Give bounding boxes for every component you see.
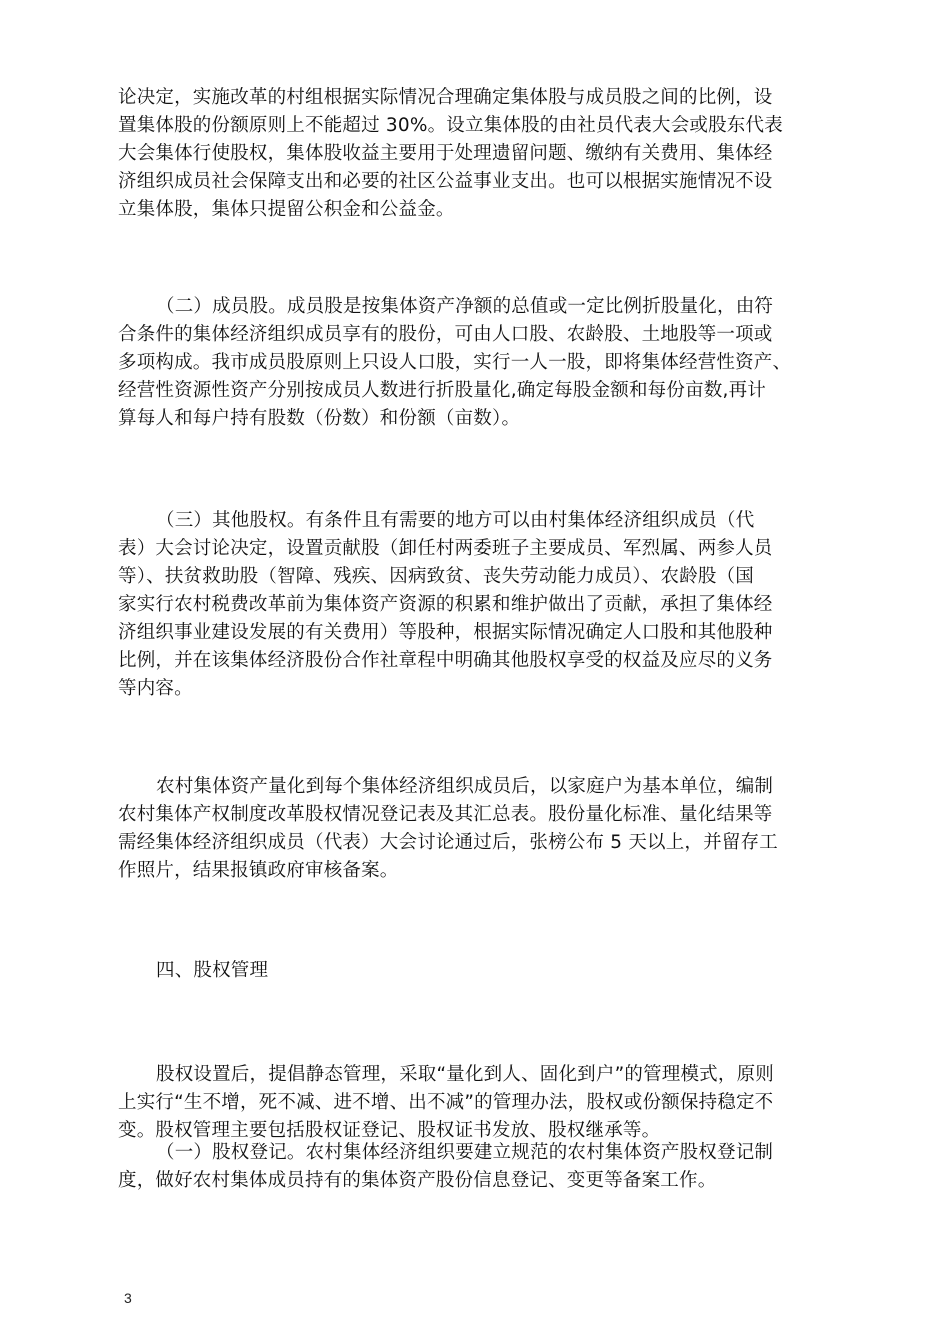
text-line: 大会集体行使股权，集体股收益主要用于处理遗留问题、缴纳有关费用、集体经: [118, 143, 773, 164]
text-line: 论决定，实施改革的村组根据实际情况合理确定集体股与成员股之间的比例，设: [118, 87, 773, 108]
paragraph-other-equity: [118, 507, 840, 703]
text-line: 家实行农村税费改革前为集体资产资源的积累和维护做出了贡献，承担了集体经: [118, 594, 773, 615]
text-line: 算每人和每户持有股数（份数）和份额（亩数）。: [118, 408, 521, 429]
heading-text: 四、股权管理: [156, 960, 269, 981]
text-line: 上实行“生不增，死不减、进不增、出不减”的管理办法，股权或份额保持稳定不: [118, 1092, 774, 1113]
text-line: （二）成员股。成员股是按集体资产净额的总值或一定比例折股量化，由符: [156, 296, 774, 317]
text-line: 比例，并在该集体经济股份合作社章程中明确其他股权享受的权益及应尽的义务: [118, 650, 773, 671]
text-line: 农村集体产权制度改革股权情况登记表及其汇总表。股份量化标准、量化结果等: [118, 804, 773, 825]
text-line: 合条件的集体经济组织成员享有的股份，可由人口股、农龄股、土地股等一项或: [118, 324, 773, 345]
text-line: 济组织成员社会保障支出和必要的社区公益事业支出。也可以根据实施情况不设: [118, 171, 773, 192]
text-line: 变。股权管理主要包括股权证登记、股权证书发放、股权继承等。: [118, 1120, 661, 1141]
section-heading: [118, 957, 840, 985]
text-line: 作照片，结果报镇政府审核备案。: [118, 860, 399, 881]
paragraph-member-shares: [118, 293, 840, 433]
paragraph-equity-management: [118, 1061, 840, 1145]
text-line: 等内容。: [118, 678, 193, 699]
text-line: （三）其他股权。有条件且有需要的地方可以由村集体经济组织成员（代: [156, 510, 755, 531]
paragraph-collective-share-continued: [118, 84, 840, 224]
text-line: 多项构成。我市成员股原则上只设人口股，实行一人一股，即将集体经营性资产、: [118, 352, 792, 373]
text-line: 置集体股的份额原则上不能超过 30%。设立集体股的由社员代表大会或股东代表: [118, 115, 783, 136]
text-line: 等）、扶贫救助股（智障、残疾、因病致贫、丧失劳动能力成员）、农龄股（国: [118, 566, 755, 587]
text-line: 表）大会讨论决定，设置贡献股（卸任村两委班子主要成员、军烈属、两参人员: [118, 538, 773, 559]
text-line: 股权设置后，提倡静态管理，采取“量化到人、固化到户”的管理模式，原则: [156, 1064, 774, 1085]
text-line: 农村集体资产量化到每个集体经济组织成员后，以家庭户为基本单位，编制: [156, 776, 774, 797]
paragraph-equity-registration: [118, 1139, 840, 1195]
text-line: 需经集体经济组织成员（代表）大会讨论通过后，张榜公布 5 天以上，并留存工: [118, 832, 778, 853]
text-line: 立集体股，集体只提留公积金和公益金。: [118, 199, 455, 220]
text-line: 济组织事业建设发展的有关费用）等股种，根据实际情况确定人口股和其他股种: [118, 622, 773, 643]
text-line: 经营性资源性资产分别按成员人数进行折股量化,确定每股金额和每份亩数,再计: [118, 380, 766, 401]
text-line: 度，做好农村集体成员持有的集体资产股份信息登记、变更等备案工作。: [118, 1170, 717, 1191]
page-number: 3: [124, 1290, 132, 1306]
text-line: （一）股权登记。农村集体经济组织要建立规范的农村集体资产股权登记制: [156, 1142, 774, 1163]
paragraph-quantification-registration: [118, 773, 840, 885]
